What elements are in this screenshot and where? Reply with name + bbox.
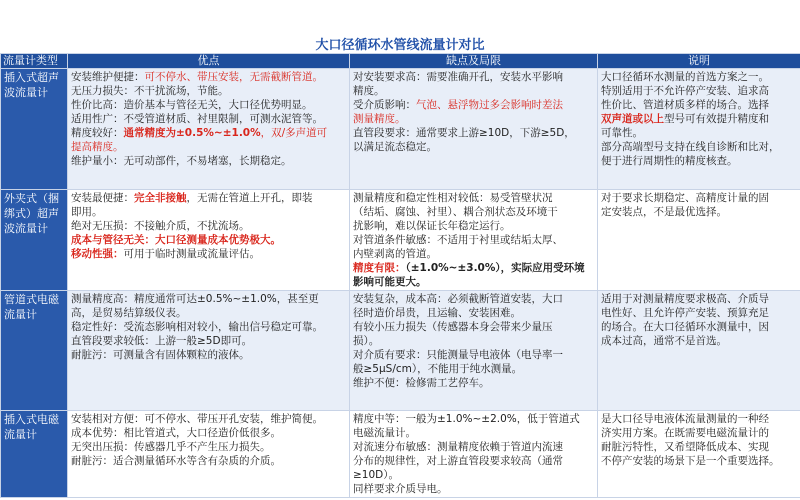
pros-text: 成本与管径无关：大口径测量成本优势极大。: [71, 234, 281, 246]
header-cons: 缺点及局限: [350, 54, 598, 69]
cons-line: [353, 205, 594, 219]
meter-type-label: 管道式电磁: [4, 293, 59, 306]
pros-line: [71, 426, 346, 440]
cons-text: 受介质影响：: [353, 99, 416, 111]
table-row: [1, 69, 800, 190]
cons-text: 损）。: [353, 335, 380, 347]
notes-text: 特别适用于不允许停产安装、追求高: [601, 85, 769, 97]
meter-type-label: 外夹式（捆: [4, 192, 59, 205]
cons-line: [353, 468, 594, 482]
pros-line: [71, 70, 346, 84]
table-row: [1, 291, 800, 411]
cons-text: 安装复杂，成本高：必须截断管道安装，大口: [353, 293, 563, 305]
cons-line: [353, 376, 594, 390]
pros-text: 高，是贸易结算级仪表。: [71, 307, 187, 319]
pros-text: 安装相对方便：可不停水、带压开孔安装，维护简便。: [71, 413, 323, 425]
cons-text: 影响可能更大。: [353, 276, 427, 288]
pros-text: 可用于临时测量或流量评估。: [123, 248, 260, 260]
cons-text: （结垢、腐蚀、衬里）、耦合剂状态及环境干: [353, 206, 558, 218]
pros-text: 适用性广：不受管道材质、衬里限制，可测水泥管等。: [71, 113, 323, 125]
table-title: 大口径循环水管线流量计对比: [315, 38, 485, 53]
notes-text: 便于进行周期性的精度核查。: [601, 155, 738, 167]
pros-text: 移动性强：: [71, 248, 124, 260]
notes-text: 对于要求长期稳定、高精度计量的固: [601, 192, 769, 204]
header-type: 流量计类型: [1, 54, 68, 69]
cons-text: 对安装要求高：需要准确开孔，安装水平影响: [353, 71, 563, 83]
table-body: [1, 69, 800, 498]
meter-type-cell: [1, 69, 68, 190]
cons-line: [353, 362, 594, 376]
pros-line: [71, 320, 346, 334]
cons-text: 以满足流态稳定。: [353, 141, 437, 153]
cons-text: 同样要求介质导电。: [353, 483, 448, 495]
meter-type-label: 流量计: [4, 428, 37, 441]
notes-text: 部分高端型号支持在线自诊断和比对，: [601, 141, 780, 153]
notes-line: [601, 320, 797, 334]
cons-line: [353, 440, 594, 454]
pros-line: [71, 191, 346, 205]
meter-type-label: 波流量计: [4, 86, 48, 99]
cons-text: 般≥5μS/cm），不能用于纯水测量。: [353, 363, 523, 375]
pros-line: [71, 219, 346, 233]
notes-line: [601, 440, 797, 454]
cons-text: 气泡、悬浮物过多会影响时差法: [416, 99, 563, 111]
notes-line: [601, 112, 797, 126]
notes-cell: [598, 69, 800, 190]
cons-line: [353, 219, 594, 233]
pros-text: 安装最便捷：: [71, 192, 134, 204]
meter-type-label: 插入式超声: [4, 71, 59, 84]
pros-line: [71, 454, 346, 468]
notes-text: 不停产安装的场景下是一个重要选择。: [601, 455, 780, 467]
notes-line: [601, 205, 797, 219]
cons-text: 对管道条件敏感：不适用于衬里或结垢太厚、: [353, 234, 563, 246]
cons-line: [353, 261, 594, 275]
cons-text: 精度有限：: [353, 262, 406, 274]
cons-text: ≥10D）。: [353, 469, 399, 481]
pros-text: 完全非接触: [134, 192, 187, 204]
notes-line: [601, 454, 797, 468]
cons-line: [353, 454, 594, 468]
pros-line: [71, 247, 346, 261]
cons-text: 对流速分布敏感：测量精度依赖于管道内流速: [353, 441, 563, 453]
notes-text: 耐脏污特性，又希望降低成本、实现: [601, 441, 769, 453]
pros-line: [71, 334, 346, 348]
pros-line: [71, 205, 346, 219]
cons-text: 直管段要求：通常要求上游≥10D，下游≥5D，: [353, 127, 575, 139]
table-row: [1, 411, 800, 498]
header-row: [1, 54, 800, 69]
pros-text: 测量精度高：精度通常可达±0.5%~±1.0%，甚至更: [71, 293, 319, 305]
cons-cell: [350, 411, 598, 498]
notes-text: 型号可有效提升精度和: [664, 113, 769, 125]
notes-line: [601, 292, 797, 306]
pros-line: [71, 98, 346, 112]
cons-line: [353, 426, 594, 440]
notes-cell: [598, 190, 800, 291]
cons-line: [353, 412, 594, 426]
cons-line: [353, 191, 594, 205]
pros-text: 绝对无压损：不接触介质，不扰流场。: [71, 220, 250, 232]
notes-line: [601, 191, 797, 205]
notes-text: 定安装点，不是最优选择。: [601, 206, 727, 218]
cons-text: 对介质有要求：只能测量导电液体（电导率一: [353, 349, 563, 361]
meter-type-label: 插入式电磁: [4, 413, 59, 426]
meter-type-cell: [1, 291, 68, 411]
notes-text: 济实用方案。在既需要电磁流量计的: [601, 427, 769, 439]
cons-text: （±1.0%~±3.0%），实际应用受环境: [405, 262, 585, 274]
notes-line: [601, 70, 797, 84]
meter-type-cell: [1, 411, 68, 498]
cons-line: [353, 233, 594, 247]
table-row: [1, 190, 800, 291]
cons-text: 电磁流量计。: [353, 427, 416, 439]
notes-text: 的场合。在大口径循环水测量中，因: [601, 321, 769, 333]
pros-text: 可不停水、带压安装，无需截断管道。: [144, 71, 323, 83]
header-notes: 说明: [598, 54, 800, 69]
notes-cell: [598, 291, 800, 411]
header-pros: 优点: [68, 54, 350, 69]
pros-text: 无突出压损：传感器几乎不产生压力损失。: [71, 441, 271, 453]
meter-type-cell: [1, 190, 68, 291]
cons-line: [353, 140, 594, 154]
pros-text: 耐脏污：适合测量循环水等含有杂质的介质。: [71, 455, 281, 467]
pros-text: 直管段要求较低：上游一般≥5D即可。: [71, 335, 253, 347]
pros-text: 维护量小：无可动部件，不易堵塞，长期稳定。: [71, 155, 292, 167]
pros-line: [71, 348, 346, 362]
pros-text: 通常精度为±0.5%~±1.0%: [123, 127, 261, 139]
cons-line: [353, 275, 594, 289]
pros-line: [71, 154, 346, 168]
notes-cell: [598, 411, 800, 498]
cons-cell: [350, 190, 598, 291]
cons-line: [353, 334, 594, 348]
cons-line: [353, 306, 594, 320]
meter-type-label: 波流量计: [4, 222, 48, 235]
pros-text: 即用。: [71, 206, 103, 218]
notes-text: 可靠性。: [601, 127, 643, 139]
cons-text: 内壁剥离的管道。: [353, 248, 437, 260]
pros-text: ，无需在管道上开孔，即装: [186, 192, 313, 204]
notes-line: [601, 306, 797, 320]
pros-text: 无压力损失：不干扰流场，节能。: [71, 85, 229, 97]
pros-cell: [68, 291, 350, 411]
notes-line: [601, 140, 797, 154]
pros-text: ，双/多声道可: [260, 127, 328, 139]
pros-cell: [68, 411, 350, 498]
pros-line: [71, 84, 346, 98]
pros-line: [71, 233, 346, 247]
notes-line: [601, 126, 797, 140]
cons-text: 径时造价昂贵，且运输、安装困难。: [353, 307, 521, 319]
pros-text: 稳定性好：受流态影响相对较小，输出信号稳定可靠。: [71, 321, 323, 333]
pros-text: 成本优势：相比管道式，大口径造价低很多。: [71, 427, 281, 439]
cons-cell: [350, 291, 598, 411]
pros-text: 精度较好：: [71, 127, 124, 139]
cons-text: 分布的规律性，对上游直管段要求较高（通常: [353, 455, 563, 467]
cons-text: 精度。: [353, 85, 385, 97]
cons-line: [353, 482, 594, 496]
notes-line: [601, 334, 797, 348]
notes-text: 适用于对测量精度要求极高、介质导: [601, 293, 769, 305]
cons-cell: [350, 69, 598, 190]
notes-line: [601, 98, 797, 112]
cons-line: [353, 112, 594, 126]
cons-text: 扰影响，难以保证长年稳定运行。: [353, 220, 511, 232]
notes-text: 是大口径导电液体流量测量的一种经: [601, 413, 769, 425]
cons-line: [353, 84, 594, 98]
notes-text: 成本过高，通常不是首选。: [601, 335, 727, 347]
notes-line: [601, 154, 797, 168]
notes-text: 双声道或以上: [601, 113, 664, 125]
cons-line: [353, 348, 594, 362]
notes-line: [601, 426, 797, 440]
pros-line: [71, 112, 346, 126]
pros-line: [71, 292, 346, 306]
cons-text: 有较小压力损失（传感器本身会带来少量压: [353, 321, 553, 333]
pros-text: 性价比高：造价基本与管径无关，大口径优势明显。: [71, 99, 313, 111]
notes-line: [601, 84, 797, 98]
pros-text: 提高精度。: [71, 141, 124, 153]
pros-line: [71, 412, 346, 426]
cons-line: [353, 247, 594, 261]
pros-cell: [68, 190, 350, 291]
cons-text: 精度中等：一般为±1.0%~±2.0%，低于管道式: [353, 413, 580, 425]
cons-text: 维护不便：检修需工艺停车。: [353, 377, 490, 389]
pros-text: 耐脏污：可测量含有固体颗粒的液体。: [71, 349, 250, 361]
cons-text: 测量精度和稳定性相对较低：易受管壁状况: [353, 192, 553, 204]
cons-line: [353, 70, 594, 84]
pros-text: 安装维护便捷：: [71, 71, 145, 83]
pros-line: [71, 440, 346, 454]
pros-line: [71, 306, 346, 320]
notes-text: 大口径循环水测量的首选方案之一。: [601, 71, 769, 83]
cons-line: [353, 98, 594, 112]
cons-text: 测量精度。: [353, 113, 406, 125]
comparison-table: [0, 53, 800, 498]
notes-text: 电性好、且允许停产安装、预算充足: [601, 307, 769, 319]
pros-line: [71, 140, 346, 154]
cons-line: [353, 320, 594, 334]
pros-line: [71, 126, 346, 140]
meter-type-label: 流量计: [4, 308, 37, 321]
cons-line: [353, 292, 594, 306]
cons-line: [353, 126, 594, 140]
meter-type-label: 绑式）超声: [4, 207, 59, 220]
pros-cell: [68, 69, 350, 190]
notes-text: 性价比、管道材质多样的场合。选择: [601, 99, 769, 111]
notes-line: [601, 412, 797, 426]
